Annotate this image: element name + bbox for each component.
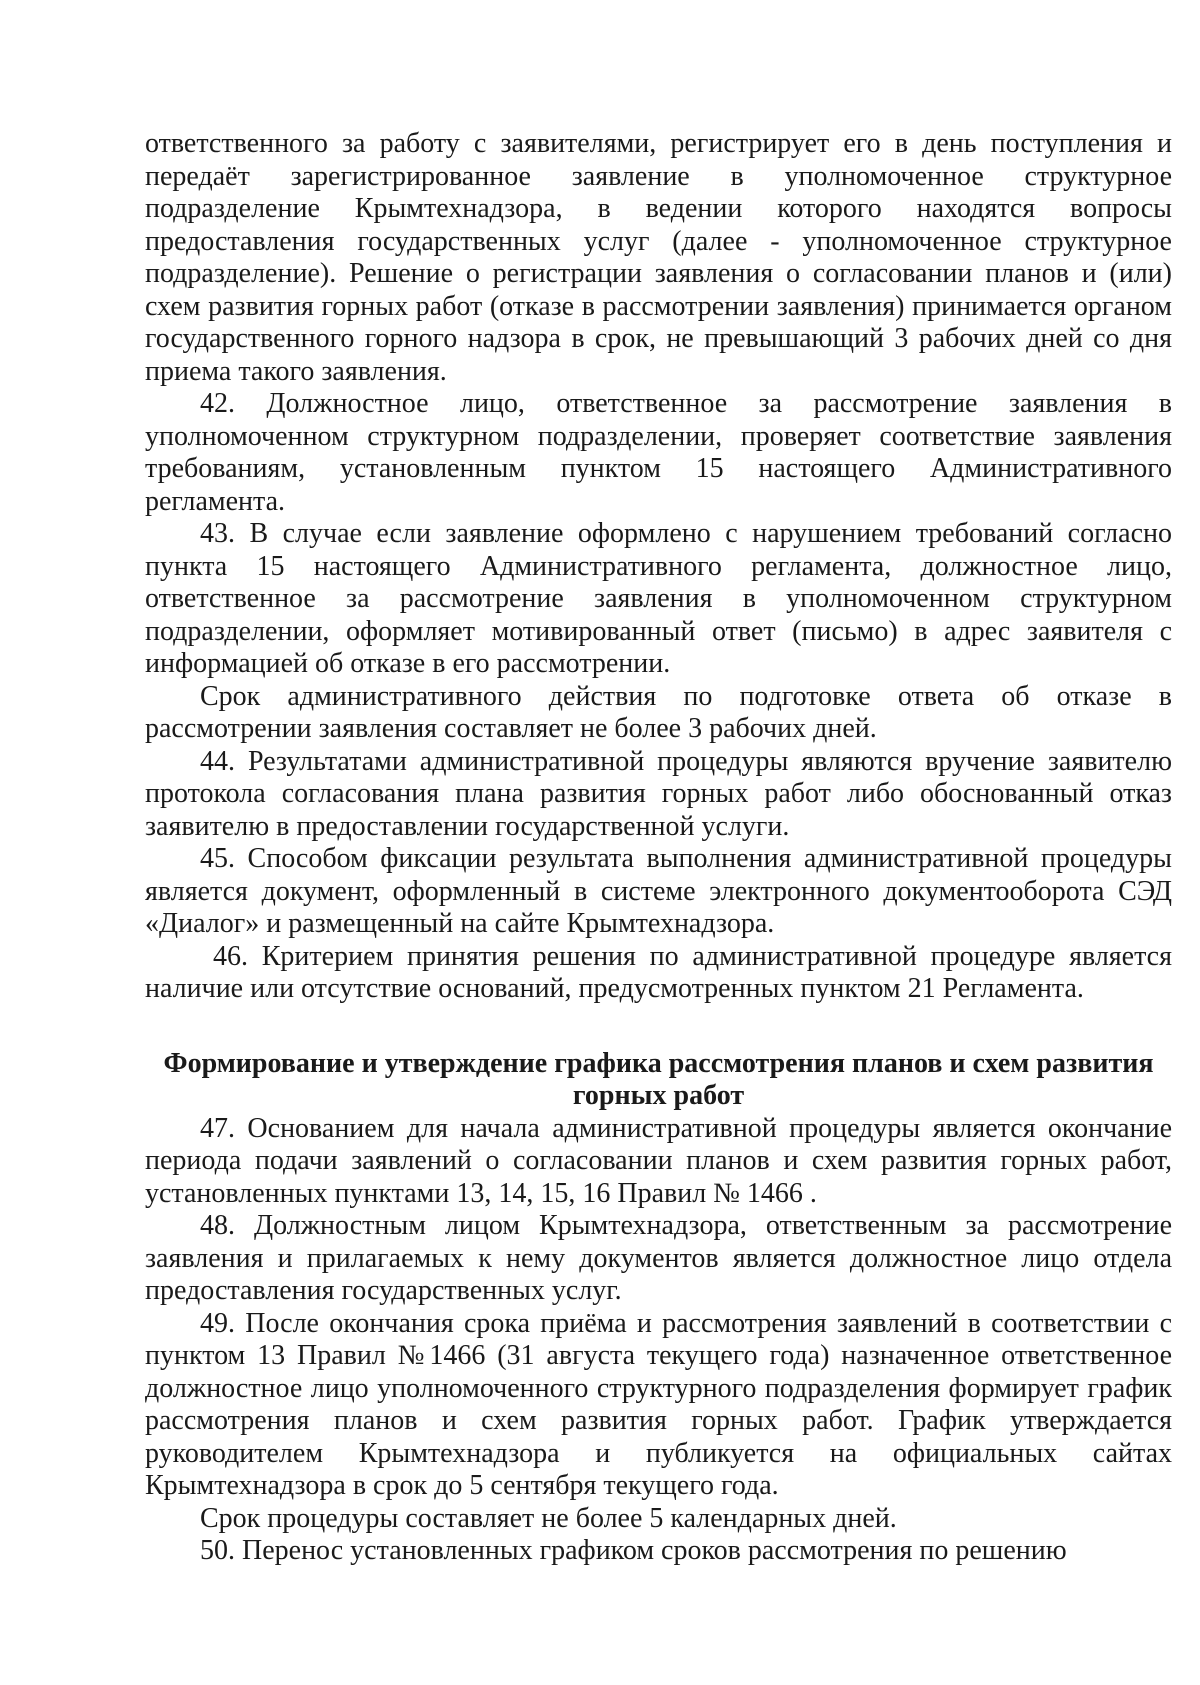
- paragraph-49: 49. После окончания срока приёма и рассмотрения заявлений в соответствии с пунктом 13 Правил №1466 (31 августа текущего года) назначенное ответственное должностное лицо уполномоченного структурного подразделения формирует график рассмотрения планов и схем развития горных работ. График утверждается руководителем Крымтехнадзора и публикуется на официальных сайтах Крымтехнадзора в срок до 5 сентября текущего года.: [145, 1307, 1172, 1501]
- paragraph-45: 45. Способом фиксации результата выполнения административной процедуры является документ, оформленный в системе электронного документооборота СЭД «Диалог» и размещенный на сайте Крымтехнадзора.: [145, 843, 1172, 939]
- paragraph-43: 43. В случае если заявление оформлено с нарушением требований согласно пункта 15 настоящего Административного регламента, должностное лицо, ответственное за рассмотрение заявления в уполномоченном структурном подразделении, оформляет мотивированный ответ (письмо) в адрес заявителя с информацией об отказе в его рассмотрении.: [145, 518, 1172, 679]
- paragraph-44: 44. Результатами административной процедуры являются вручение заявителю протокола согласования плана развития горных работ либо обоснованный отказ заявителю в предоставлении государственной услуги.: [145, 745, 1172, 842]
- paragraph-46: 46. Критерием принятия решения по административной процедуре является наличие или отсутствие оснований, предусмотренных пунктом 21 Регламента.: [145, 940, 1172, 1004]
- paragraph-49-term: Срок процедуры составляет не более 5 календарных дней.: [200, 1502, 897, 1534]
- section-heading: Формирование и утверждение графика рассмотрения планов и схем развития горных работ: [163, 1047, 1154, 1111]
- document-page: [145, 128, 1172, 1568]
- paragraph-43-term: Срок административного действия по подготовке ответа об отказе в рассмотрении заявления составляет не более 3 рабочих дней.: [145, 680, 1172, 744]
- paragraph-48: 48. Должностным лицом Крымтехнадзора, ответственным за рассмотрение заявления и прилагаемых к нему документов является должностное лицо отдела предоставления государственных услуг.: [145, 1210, 1172, 1306]
- paragraph-50: 50. Перенос установленных графиком сроков рассмотрения по решению: [200, 1535, 1067, 1566]
- paragraph-41-continued: ответственного за работу с заявителями, регистрирует его в день поступления и передаёт зарегистрированное заявление в уполномоченное структурное подразделение Крымтехнадзора, в ведении которого находятся вопросы предоставления государственных услуг (далее - уполномоченное структурное подразделение). Решение о регистрации заявления о согласовании планов и (или) схем развития горных работ (отказе в рассмотрении заявления) принимается органом государственного горного надзора в срок, не превышающий 3 рабочих дней со дня приема такого заявления.: [145, 128, 1172, 387]
- paragraph-42: 42. Должностное лицо, ответственное за рассмотрение заявления в уполномоченном структурном подразделении, проверяет соответствие заявления требованиям, установленным пунктом 15 настоящего Административного регламента.: [145, 388, 1172, 517]
- paragraph-47: 47. Основанием для начала административной процедуры является окончание периода подачи заявлений о согласовании планов и схем развития горных работ, установленных пунктами 13, 14, 15, 16 Правил № 1466 .: [145, 1112, 1172, 1209]
